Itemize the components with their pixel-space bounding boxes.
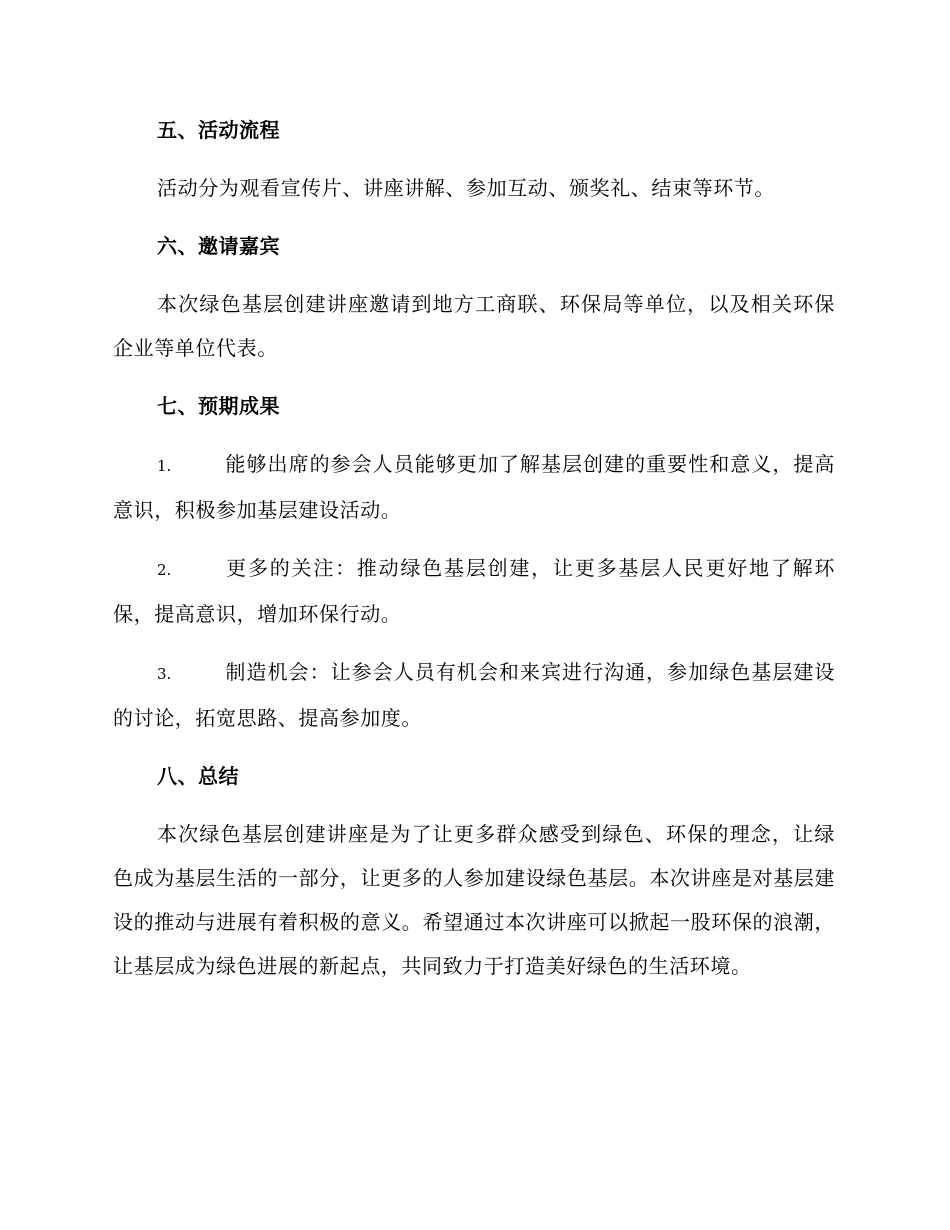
summary-paragraph: 本次绿色基层创建讲座是为了让更多群众感受到绿色、环保的理念，让绿色成为基层生活的一部分，让更多的人参加建设绿色基层。本次讲座是对基层建设的推动与进展有着积极的意义。希望通过本次讲座可以掀起一股环保的浪潮，让基层成为绿色进展的新起点，共同致力于打造美好绿色的生活环境。 bbox=[113, 822, 835, 978]
section-heading-expected-results: 七、预期成果 bbox=[157, 394, 280, 418]
section-heading-guests: 六、邀请嘉宾 bbox=[157, 234, 280, 258]
list-item-number: 3. bbox=[157, 665, 172, 683]
process-paragraph: 活动分为观看宣传片、讲座讲解、参加互动、颁奖礼、结束等环节。 bbox=[157, 176, 775, 200]
section-heading-summary: 八、总结 bbox=[157, 764, 239, 788]
document-content bbox=[113, 108, 835, 1002]
list-item-number: 1. bbox=[157, 457, 172, 475]
list-item-text: 能够出席的参会人员能够更加了解基层创建的重要性和意义，提高意识，积极参加基层建设活动。 bbox=[113, 452, 835, 522]
list-item bbox=[113, 546, 835, 636]
list-item-text: 制造机会：让参会人员有机会和来宾进行沟通，参加绿色基层建设的讨论，拓宽思路、提高参加度。 bbox=[113, 660, 835, 730]
list-item-text: 更多的关注：推动绿色基层创建，让更多基层人民更好地了解环保，提高意识，增加环保行动。 bbox=[113, 556, 835, 626]
section-heading-process: 五、活动流程 bbox=[157, 118, 280, 142]
list-item bbox=[113, 442, 835, 532]
list-item bbox=[113, 650, 835, 740]
list-item-number: 2. bbox=[157, 561, 172, 579]
guests-paragraph: 本次绿色基层创建讲座邀请到地方工商联、环保局等单位，以及相关环保企业等单位代表。 bbox=[113, 292, 835, 360]
